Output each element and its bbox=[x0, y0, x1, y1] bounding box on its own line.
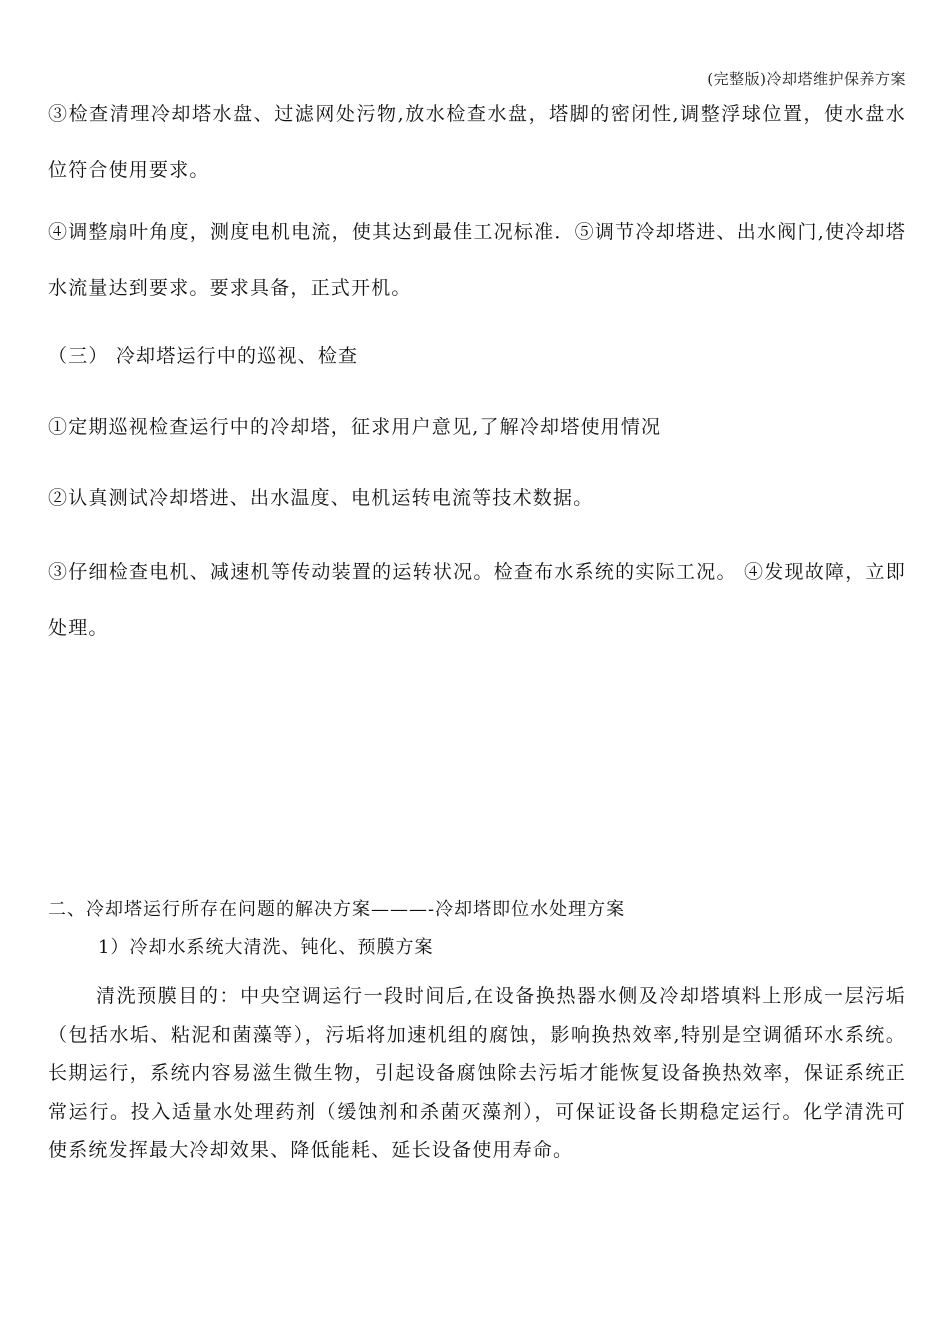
paragraph-cleaning-purpose: 清洗预膜目的：中央空调运行一段时间后,在设备换热器水侧及冷却塔填料上形成一层污垢（包括水垢、粘泥和菌藻等），污垢将加速机组的腐蚀，影响换热效率,特别是空调循环水系统。长期运行，系统内容易滋生微生物，引起设备腐蚀除去污垢才能恢复设备换热效率，保证系统正常运行。投入适量水处理药剂（缓蚀剂和杀菌灭藻剂），可保证设备长期稳定运行。化学清洗可使系统发挥最大冷却效果、降低能耗、延长设备使用寿命。 bbox=[48, 985, 906, 1162]
paragraph-check-drive: ③仔细检查电机、减速机等传动装置的运转状况。检查布水系统的实际工况。 ④发现故障，立即处理。 bbox=[48, 561, 906, 639]
section-heading-solutions: 二、冷却塔运行所存在问题的解决方案———-冷却塔即位水处理方案 bbox=[48, 899, 626, 920]
subsection-heading-cleaning: 1）冷却水系统大清洗、钝化、预膜方案 bbox=[98, 937, 434, 958]
document-header: (完整版)冷却塔维护保养方案 bbox=[707, 70, 906, 88]
paragraph-test-data: ②认真测试冷却塔进、出水温度、电机运转电流等技术数据。 bbox=[48, 487, 594, 509]
paragraph-adjust-fan: ④调整扇叶角度，测度电机电流，使其达到最佳工况标准．⑤调节冷却塔进、出水阀门,使冷却塔水流量达到要求。要求具备，正式开机。 bbox=[48, 221, 906, 299]
paragraph-patrol-inspection: ①定期巡视检查运行中的冷却塔，征求用户意见,了解冷却塔使用情况 bbox=[48, 416, 662, 438]
section-heading-inspection: （三） 冷却塔运行中的巡视、检查 bbox=[48, 345, 359, 367]
paragraph-check-water-tray: ③检查清理冷却塔水盘、过滤网处污物,放水检查水盘，塔脚的密闭性,调整浮球位置，使水盘水位符合使用要求。 bbox=[48, 103, 906, 181]
